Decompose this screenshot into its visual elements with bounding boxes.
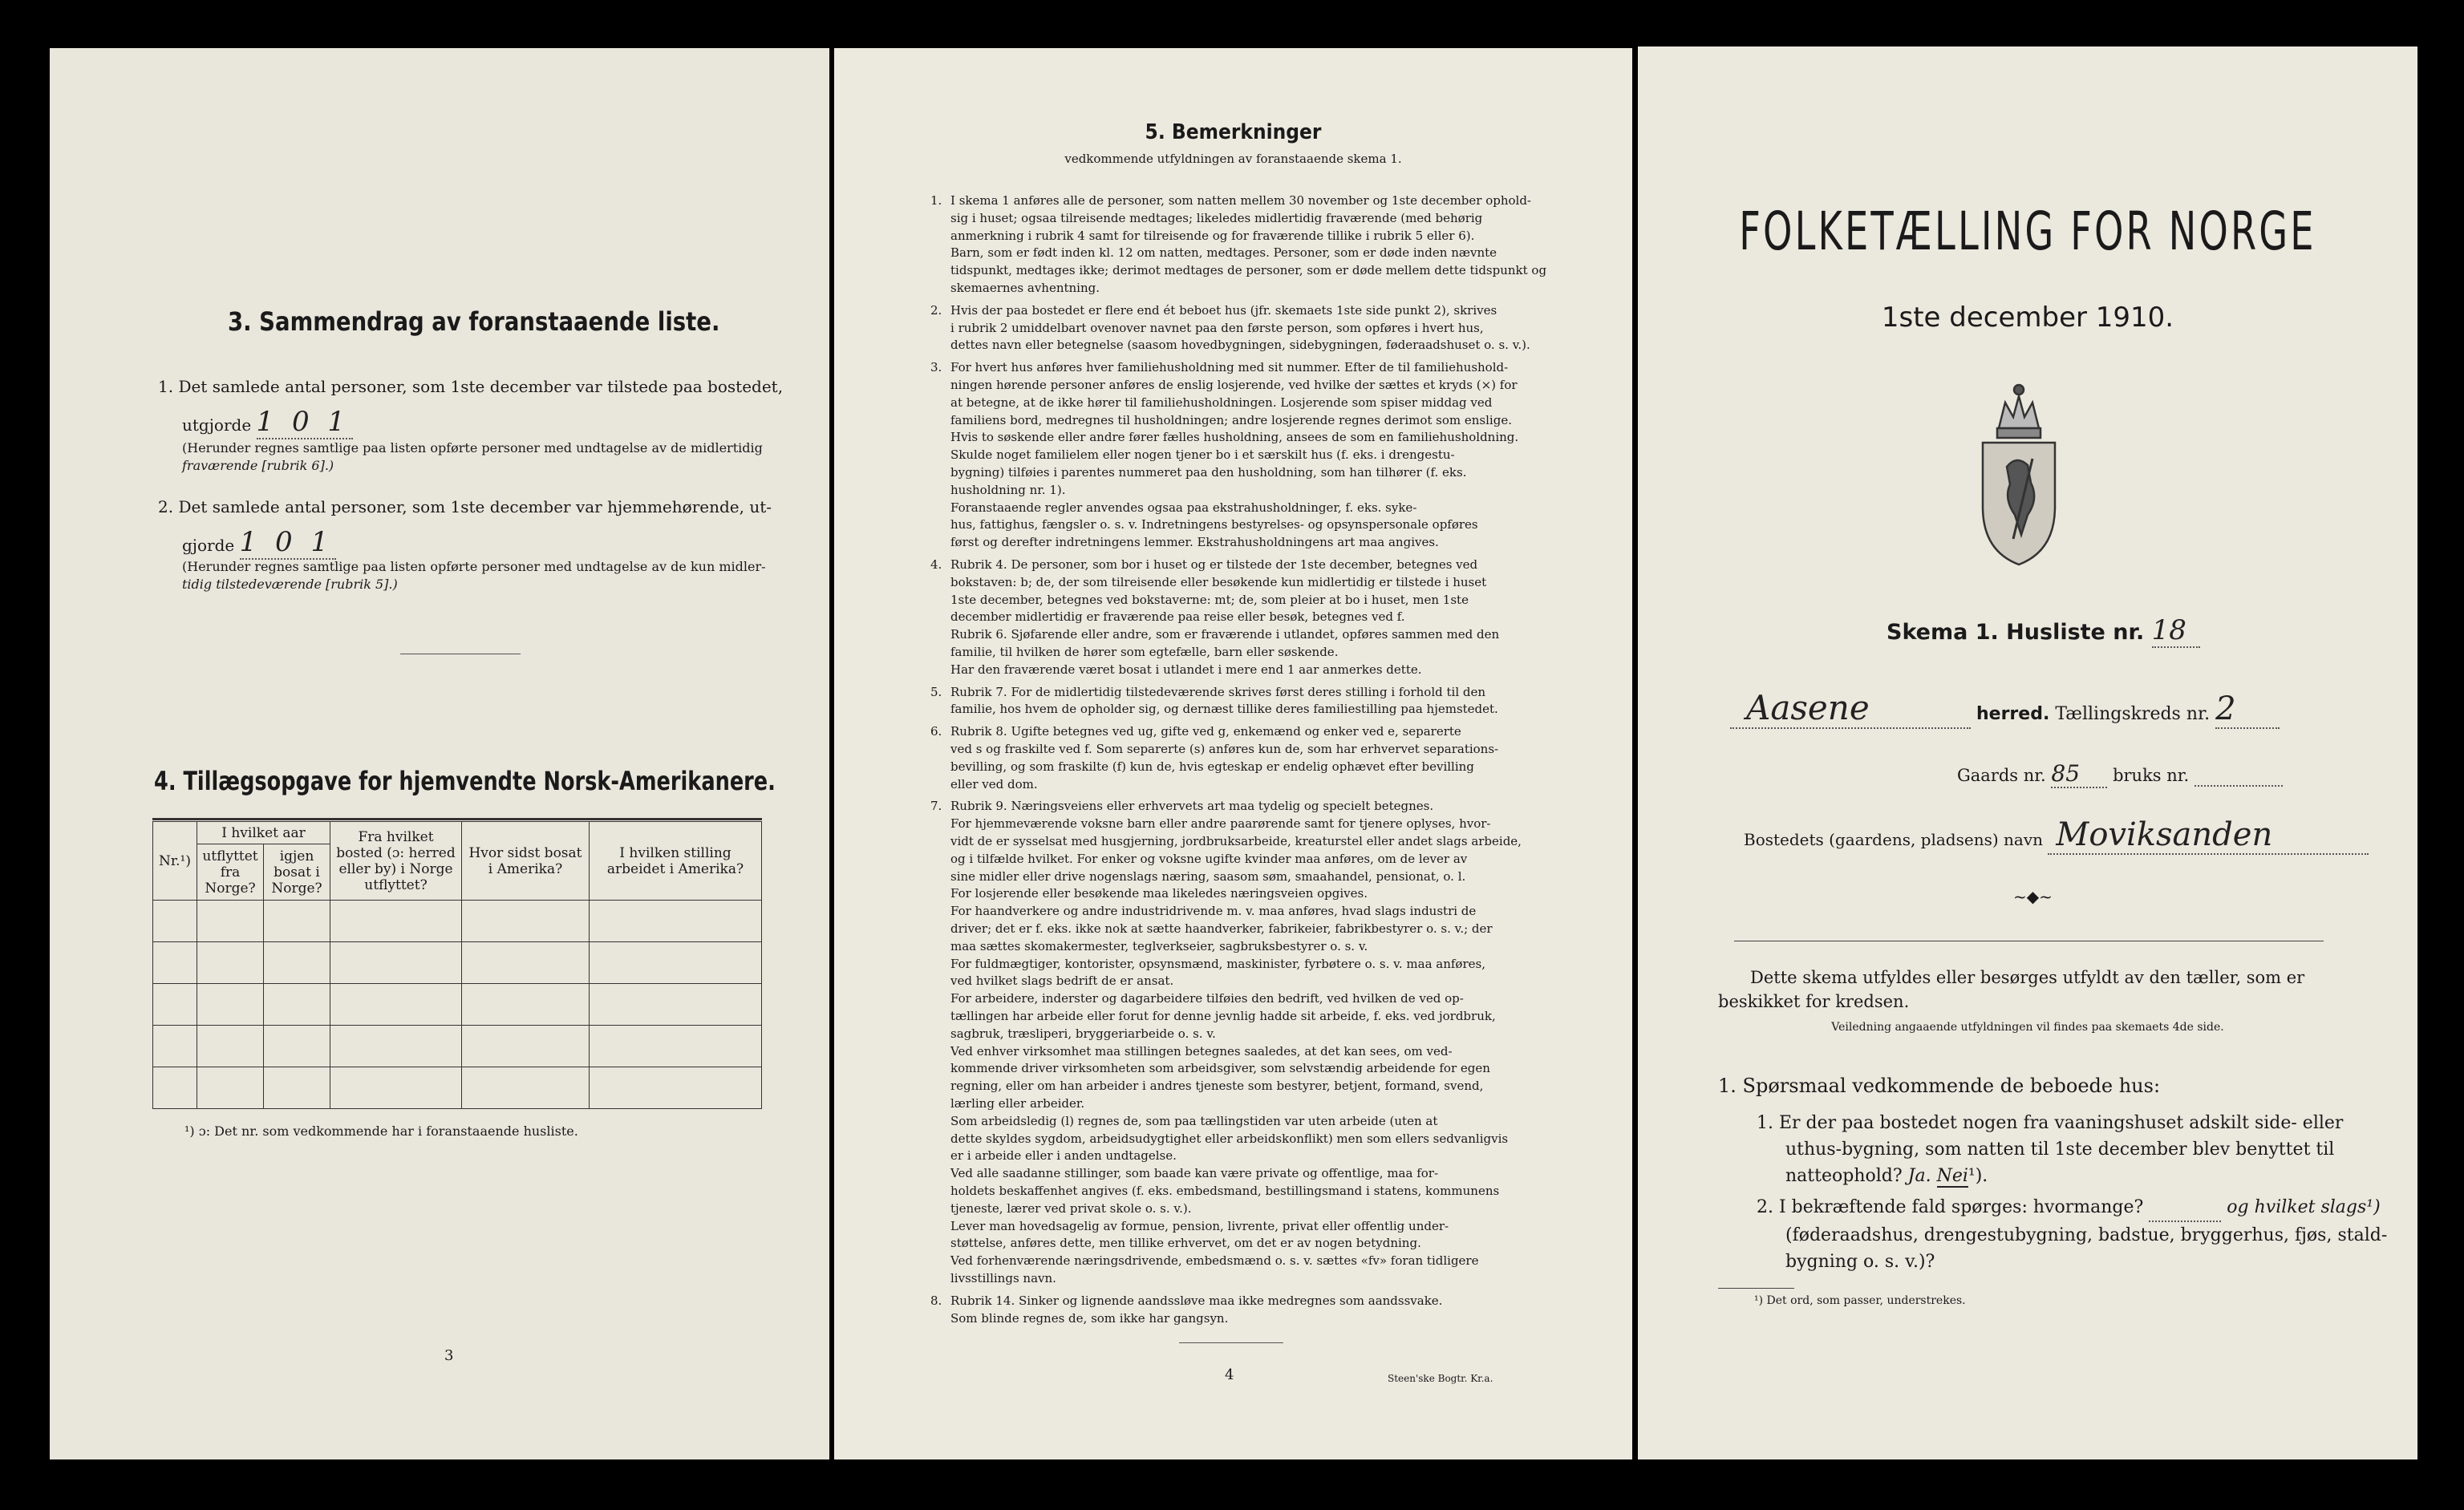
bruks-value-blank <box>2194 766 2283 787</box>
item2-note-line2: tidig tilstedeværende [rubrik 5].) <box>182 577 398 592</box>
note-line: tidspunkt, medtages ikke; derimot medtages de personer, som er døde mellem dette tidspunkt og <box>950 263 1547 278</box>
note-line: bokstaven: b; de, der som tilreisende eller besøkende kun midlertidig er tilstede i huset <box>950 574 1487 589</box>
item1-note-line1: (Herunder regnes samtlige paa listen opførte personer med undtagelse av de midlertidig <box>182 440 763 455</box>
col-hvor-header: Hvor sidst bosat i Amerika? <box>462 822 590 901</box>
item1-utgjorde-label: utgjorde <box>182 415 252 435</box>
note-line: Barn, som er født inden kl. 12 om natten, medtages. Personer, som er døde inden nævnte <box>950 245 1497 261</box>
note-line: i rubrik 2 umiddelbart ovenover navnet paa den første person, som opføres i hvert hus, <box>950 320 1484 335</box>
instruction-line2: beskikket for kredsen. <box>1718 992 1910 1011</box>
note-line: støttelse, anføres dette, men tillike erhvervet, om det er av nogen betydning. <box>950 1236 1421 1251</box>
q1-ja: Ja. <box>1907 1166 1931 1186</box>
gaards-value: 85 <box>2051 760 2107 788</box>
footnote: ¹) ɔ: Det nr. som vedkommende har i foranstaaende husliste. <box>184 1123 578 1139</box>
note-line: sig i huset; ogsaa tilreisende medtages; likeledes midlertidig fraværende (med behørig <box>950 210 1483 225</box>
table-row <box>153 984 762 1026</box>
section4-title: 4. Tillægsopgave for hjemvendte Norsk-Amerikanere. <box>154 766 776 796</box>
note-line: For fuldmægtiger, kontorister, opsynsmænd, maskinister, fyrbøtere o. s. v. maa anføres, <box>950 956 1485 971</box>
q2-line2: (føderaadshus, drengestubygning, badstue, bryggerhus, fjøs, stald- <box>1785 1225 2388 1245</box>
note-number: 3. <box>930 360 942 375</box>
note-line: dette skyldes sygdom, arbeidsudygtighet eller arbeidskonflikt) men som ellers sedvanligvis <box>950 1131 1509 1146</box>
note-line: familie, til hvilken de hører som egtefælle, barn eller søskende. <box>950 645 1339 659</box>
note-line: familie, hos hvem de opholder sig, og dernæst tillike deres familiestilling paa hjemstedet. <box>950 702 1498 717</box>
note-number: 4. <box>930 557 942 572</box>
kreds-label: Tællingskreds nr. <box>2055 704 2211 724</box>
note-line: ningen hørende personer anføres de enslig losjerende, ved hvilke der sættes et kryds (×) for <box>950 378 1518 392</box>
table-top-rule <box>152 818 762 820</box>
norsk-amerikanere-table <box>152 821 762 1109</box>
col-year-group-header: I hvilket aar <box>197 822 330 844</box>
note-line: december midlertidig er fraværende paa reise eller besøk, betegnes ved f. <box>950 609 1405 625</box>
note-line: at betegne, at de ikke hører til familiehusholdningen. Losjerende som spiser middag ved <box>950 395 1493 410</box>
note-line: For arbeidere, inderster og dagarbeidere tilføies den bedrift, ved hvilken de ved op- <box>950 991 1464 1006</box>
note-line: For losjerende eller besøkende maa likeledes næringsveien opgives. <box>950 886 1368 901</box>
note-number: 8. <box>930 1293 942 1308</box>
note-line: driver; det er f. eks. ikke nok at sætte haandverker, fabrikeier, fabrikbestyrer o. s. v.; der <box>950 921 1493 936</box>
kreds-value: 2 <box>2215 690 2280 729</box>
herred-label: herred. <box>1976 704 2050 724</box>
note-number: 2. <box>930 302 942 318</box>
note-line: Rubrik 7. For de midlertidig tilstedeværende skrives først deres stilling i forhold til den <box>950 684 1486 699</box>
herred-value: Aasene <box>1730 688 1971 729</box>
note-number: 1. <box>930 193 942 208</box>
bemerkninger-subtitle: vedkommende utfyldningen av foranstaaende skema 1. <box>1064 152 1402 166</box>
bosted-label: Bostedets (gaardens, pladsens) navn <box>1744 830 2043 849</box>
item2-value: 1 0 1 <box>240 526 336 560</box>
note-number: 7. <box>930 799 942 814</box>
note-line: kommende driver virksomheten som arbeidsgiver, som selvstændig arbeidende for egen <box>950 1061 1490 1076</box>
norwegian-coat-of-arms-icon <box>1975 379 2063 568</box>
q1-line1: 1. Er der paa bostedet nogen fra vaaningshuset adskilt side- eller <box>1757 1113 2344 1133</box>
note-line: dettes navn eller betegnelse (saasom hovedbygningen, sidebygningen, føderaadshuset o. s. v.). <box>950 338 1530 353</box>
col-fra-header: Fra hvilket bosted (ɔ: herred eller by) i Norge utflyttet? <box>330 822 462 901</box>
table-row <box>153 1026 762 1067</box>
note-line: ved s og fraskilte ved f. Som separerte (s) anføres kun de, som har erhvervet separations- <box>950 742 1499 756</box>
questions-heading: 1. Spørsmaal vedkommende de beboede hus: <box>1718 1075 2161 1097</box>
item1-text: 1. Det samlede antal personer, som 1ste december var tilstede paa bostedet, <box>158 377 784 396</box>
note-line: Ved enhver virksomhet maa stillingen betegnes saaledes, at det kan sees, om ved- <box>950 1043 1453 1059</box>
note-line: anmerkning i rubrik 4 samt for tilreisende og for fraværende tillike i rubrik 5 eller 6). <box>950 228 1475 243</box>
table-row <box>153 1067 762 1109</box>
note-line: Rubrik 9. Næringsveiens eller erhvervets art maa tydelig og specielt betegnes. <box>950 799 1434 814</box>
note-line: eller ved dom. <box>950 776 1038 791</box>
q1-line3: natteophold? <box>1785 1166 1903 1186</box>
note-line: Hvis der paa bostedet er flere end ét beboet hus (jfr. skemaets 1ste side punkt 2), skrives <box>950 302 1497 318</box>
note-line: Som blinde regnes de, som ikke har gangsyn. <box>950 1310 1229 1326</box>
gaards-label: Gaards nr. <box>1957 766 2046 785</box>
note-line: regning, eller om han arbeider i andres tjeneste som bestyrer, betjent, formand, svend, <box>950 1079 1484 1094</box>
note-line: Ved forhenværende næringsdrivende, embedsmænd o. s. v. sættes «fv» foran tidligere <box>950 1253 1479 1269</box>
note-line: først og derefter indretningens lemmer. Ekstrahusholdningens art maa angives. <box>950 535 1439 550</box>
note-line: sagbruk, træsliperi, bryggeriarbeide o. s. v. <box>950 1026 1216 1041</box>
q1-end: ¹). <box>1968 1166 1988 1186</box>
bruks-label: bruks nr. <box>2113 766 2190 785</box>
note-line: hus, fattighus, fængsler o. s. v. Indretningens bestyrelses- og opsynspersonale opføres <box>950 517 1478 532</box>
right-page <box>1638 47 2417 1459</box>
item2-text: 2. Det samlede antal personer, som 1ste december var hjemmehørende, ut- <box>158 497 772 516</box>
note-line: holdets beskaffenhet angives (f. eks. embedsmand, bestillingsmand i statens, kommunens <box>950 1184 1500 1198</box>
printer-mark: Steen'ske Bogtr. Kr.a. <box>1388 1373 1493 1384</box>
page-number: 4 <box>1225 1366 1234 1383</box>
note-line: Rubrik 4. De personer, som bor i huset og er tilstede der 1ste december, betegnes ved <box>950 557 1478 572</box>
page-number: 3 <box>444 1347 454 1364</box>
left-page <box>50 48 829 1459</box>
note-line: skemaernes avhentning. <box>950 281 1100 295</box>
note-line: lærling eller arbeider. <box>950 1096 1085 1111</box>
q1-line2: uthus-bygning, som natten til 1ste december blev benyttet til <box>1785 1140 2335 1160</box>
note-line: For hjemmeværende voksne barn eller andre paarørende samt for tjenere oplyses, hvor- <box>950 816 1491 832</box>
instruction-line1: Dette skema utfyldes eller besørges utfyldt av den tæller, som er <box>1750 968 2305 987</box>
q2-line1b: og hvilket slags¹) <box>2227 1197 2381 1217</box>
table-row <box>153 901 762 942</box>
note-number: 6. <box>930 724 942 739</box>
divider <box>1179 1342 1283 1343</box>
note-line: er i arbeide eller i anden undtagelse. <box>950 1148 1177 1164</box>
note-line: Rubrik 14. Sinker og lignende aandssløve maa ikke medregnes som aandssvake. <box>950 1293 1443 1308</box>
bosted-value: Moviksanden <box>2048 816 2369 855</box>
note-line: Lever man hovedsagelig av formue, pension, livrente, privat eller offentlig under- <box>950 1218 1449 1233</box>
middle-page <box>834 48 1632 1459</box>
note-line: Skulde noget familielem eller nogen tjener bo i et særskilt hus (f. eks. i drengestu- <box>950 447 1455 463</box>
note-line: 1ste december, betegnes ved bokstaverne: mt; de, som pleier at bo i huset, men 1ste <box>950 592 1469 607</box>
veiledning-note: Veiledning angaaende utfyldningen vil findes paa skemaets 4de side. <box>1831 1021 2224 1034</box>
note-line: bygning) tilføies i parentes nummeret paa den husholdning, som han tilhører (f. eks. <box>950 465 1467 480</box>
note-line: livsstillings navn. <box>950 1271 1056 1285</box>
note-line: bevilling, og som fraskilte (f) kun de, hvis egteskap er endelig ophævet efter bevilling <box>950 759 1474 774</box>
skema-label: Skema 1. Husliste nr. <box>1886 620 2145 645</box>
ornament-icon: ~◆~ <box>2013 887 2053 906</box>
note-line: vidt de er sysselsat med husgjerning, jordbruksarbeide, kreaturstel eller andet slags arbeide, <box>950 834 1522 848</box>
note-line: Hvis to søskende eller andre fører fælles husholdning, ansees de som en familiehusholdning. <box>950 430 1519 445</box>
note-line: og i tilfælde hvilket. For enker og voksne ugifte kvinder maa anføres, om de lever av <box>950 851 1468 866</box>
note-line: familiens bord, medregnes til husholdningen; andre losjerende regnes derimot som enslige. <box>950 412 1512 427</box>
col-igjen-header: igjen bosat i Norge? <box>264 844 330 901</box>
note-line: maa sættes skomakermester, teglverkseier, sagbruksbestyrer o. s. v. <box>950 938 1368 953</box>
bemerkninger-title: 5. Bemerkninger <box>1145 120 1322 144</box>
q2-line3: bygning o. s. v.)? <box>1785 1252 1935 1272</box>
note-line: I skema 1 anføres alle de personer, som natten mellem 30 november og 1ste december ophold- <box>950 193 1531 208</box>
note-line: sine midler eller drive nogenslags næring, saasom søm, smaahandel, pensionat, o. l. <box>950 868 1466 884</box>
note-line: tjeneste, lærer ved privat skole o. s. v.). <box>950 1200 1192 1216</box>
right-footnote: ¹) Det ord, som passer, understrekes. <box>1754 1294 1966 1307</box>
census-date: 1ste december 1910. <box>1881 302 2174 334</box>
husliste-nr-value: 18 <box>2152 614 2200 648</box>
note-line: Ved alle saadanne stillinger, som baade kan være private og offentlige, maa for- <box>950 1166 1439 1181</box>
note-line: Som arbeidsledig (l) regnes de, som paa tællingstiden var uten arbeide (uten at <box>950 1113 1438 1128</box>
note-number: 5. <box>930 684 942 699</box>
note-line: For haandverkere og andre industridrivende m. v. maa anføres, hvad slags industri de <box>950 904 1477 919</box>
item2-note-line1: (Herunder regnes samtlige paa listen opførte personer med undtagelse av de kun midler- <box>182 559 766 574</box>
table-row <box>153 942 762 984</box>
q1-nei: Nei <box>1936 1166 1968 1186</box>
item1-note-line2: fraværende [rubrik 6].) <box>182 458 334 473</box>
note-line: Rubrik 6. Sjøfarende eller andre, som er fraværende i utlandet, opføres sammen med den <box>950 627 1500 642</box>
note-line: tællingen har arbeide eller forut for denne jevnlig hadde sit arbeide, f. eks. ved jordbruk, <box>950 1009 1496 1023</box>
q2-line1: 2. I bekræftende fald spørges: hvormange? <box>1757 1197 2144 1217</box>
col-utflyttet-header: utflyttet fra Norge? <box>197 844 264 901</box>
census-title: FOLKETÆLLING FOR NORGE <box>1739 200 2316 262</box>
item2-utgjorde-label: gjorde <box>182 536 235 555</box>
note-line: husholdning nr. 1). <box>950 482 1066 497</box>
item1-value: 1 0 1 <box>257 406 353 439</box>
note-line: Rubrik 8. Ugifte betegnes ved ug, gifte ved g, enkemænd og enker ved e, separerte <box>950 724 1461 739</box>
note-line: ved hvilket slags bedrift de er ansat. <box>950 974 1174 989</box>
section3-title: 3. Sammendrag av foranstaaende liste. <box>228 306 720 337</box>
note-line: For hvert hus anføres hver familiehusholdning med sit nummer. Efter de til familiehushold- <box>950 360 1509 375</box>
divider <box>1718 1288 1794 1289</box>
col-stilling-header: I hvilken stilling arbeidet i Amerika? <box>590 822 762 901</box>
note-line: Foranstaaende regler anvendes ogsaa paa ekstrahusholdninger, f. eks. syke- <box>950 500 1417 515</box>
note-line: Har den fraværende været bosat i utlandet i mere end 1 aar anmerkes dette. <box>950 662 1422 677</box>
col-nr-header: Nr.¹) <box>153 822 197 901</box>
q2-blank <box>2149 1194 2221 1222</box>
